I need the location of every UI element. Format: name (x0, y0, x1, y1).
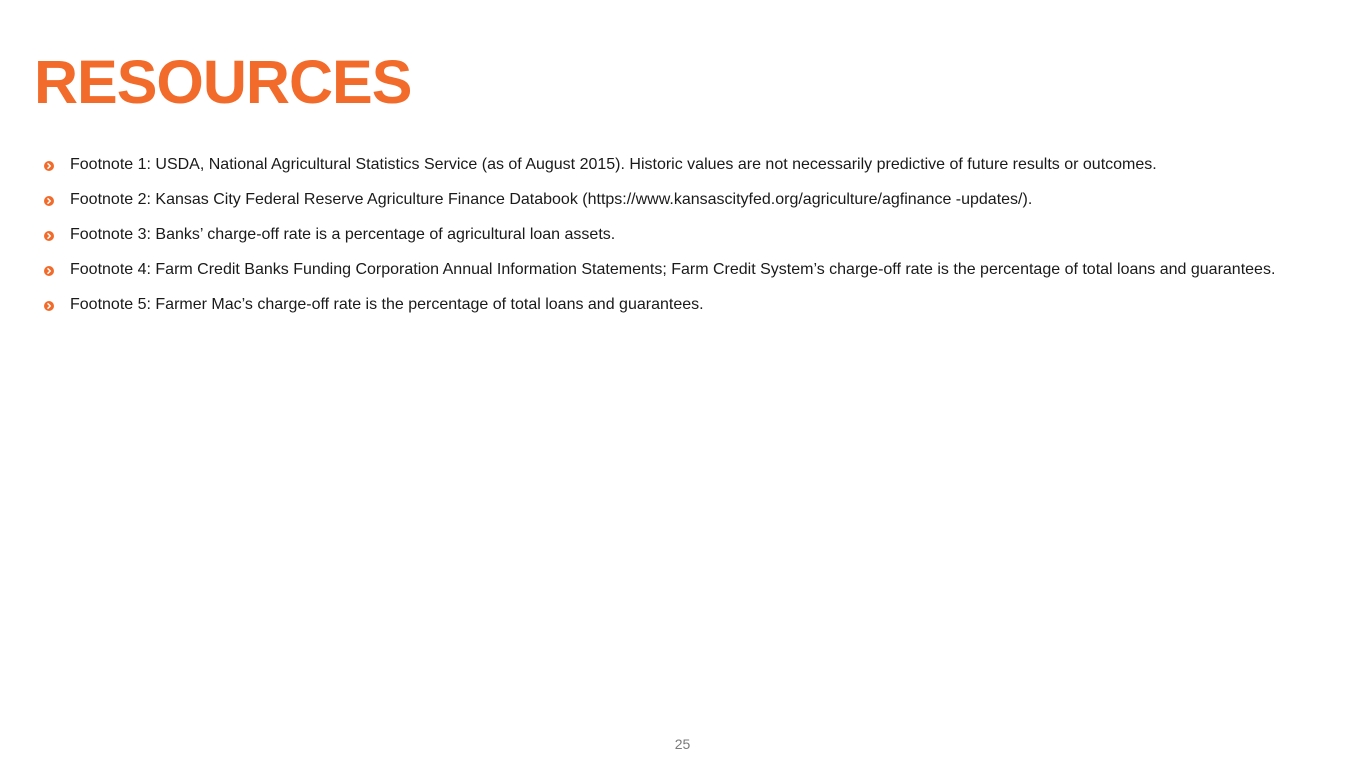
footnote-list (44, 155, 1284, 330)
page-number: 25 (674, 736, 691, 752)
footnote-text: Footnote 5: Farmer Mac’s charge-off rate is the percentage of total loans and guarantees. (70, 296, 704, 313)
footnote-text: Footnote 1: USDA, National Agricultural Statistics Service (as of August 2015). Historic values are not necessarily predictive of future results or outcomes. (70, 156, 1157, 173)
footnote-text: Footnote 4: Farm Credit Banks Funding Corporation Annual Information Statements; Farm Credit System’s charge-off rate is the percentage of total loans and guarantees. (70, 261, 1276, 278)
bullet-arrow-icon (44, 231, 54, 241)
page-title: RESOURCES (34, 48, 412, 116)
footnote-item (44, 295, 1284, 315)
footnote-item (44, 190, 1284, 210)
bullet-arrow-icon (44, 196, 54, 206)
footnote-text: Footnote 3: Banks’ charge-off rate is a percentage of agricultural loan assets. (70, 226, 616, 243)
bullet-arrow-icon (44, 301, 54, 311)
bullet-arrow-icon (44, 266, 54, 276)
footnote-text: Footnote 2: Kansas City Federal Reserve Agriculture Finance Databook (https://www.kansascityfed.org/agriculture/agfinance -updates/). (70, 191, 1033, 208)
footnote-item (44, 225, 1284, 245)
bullet-arrow-icon (44, 161, 54, 171)
footnote-item (44, 155, 1284, 175)
footnote-item (44, 260, 1284, 280)
